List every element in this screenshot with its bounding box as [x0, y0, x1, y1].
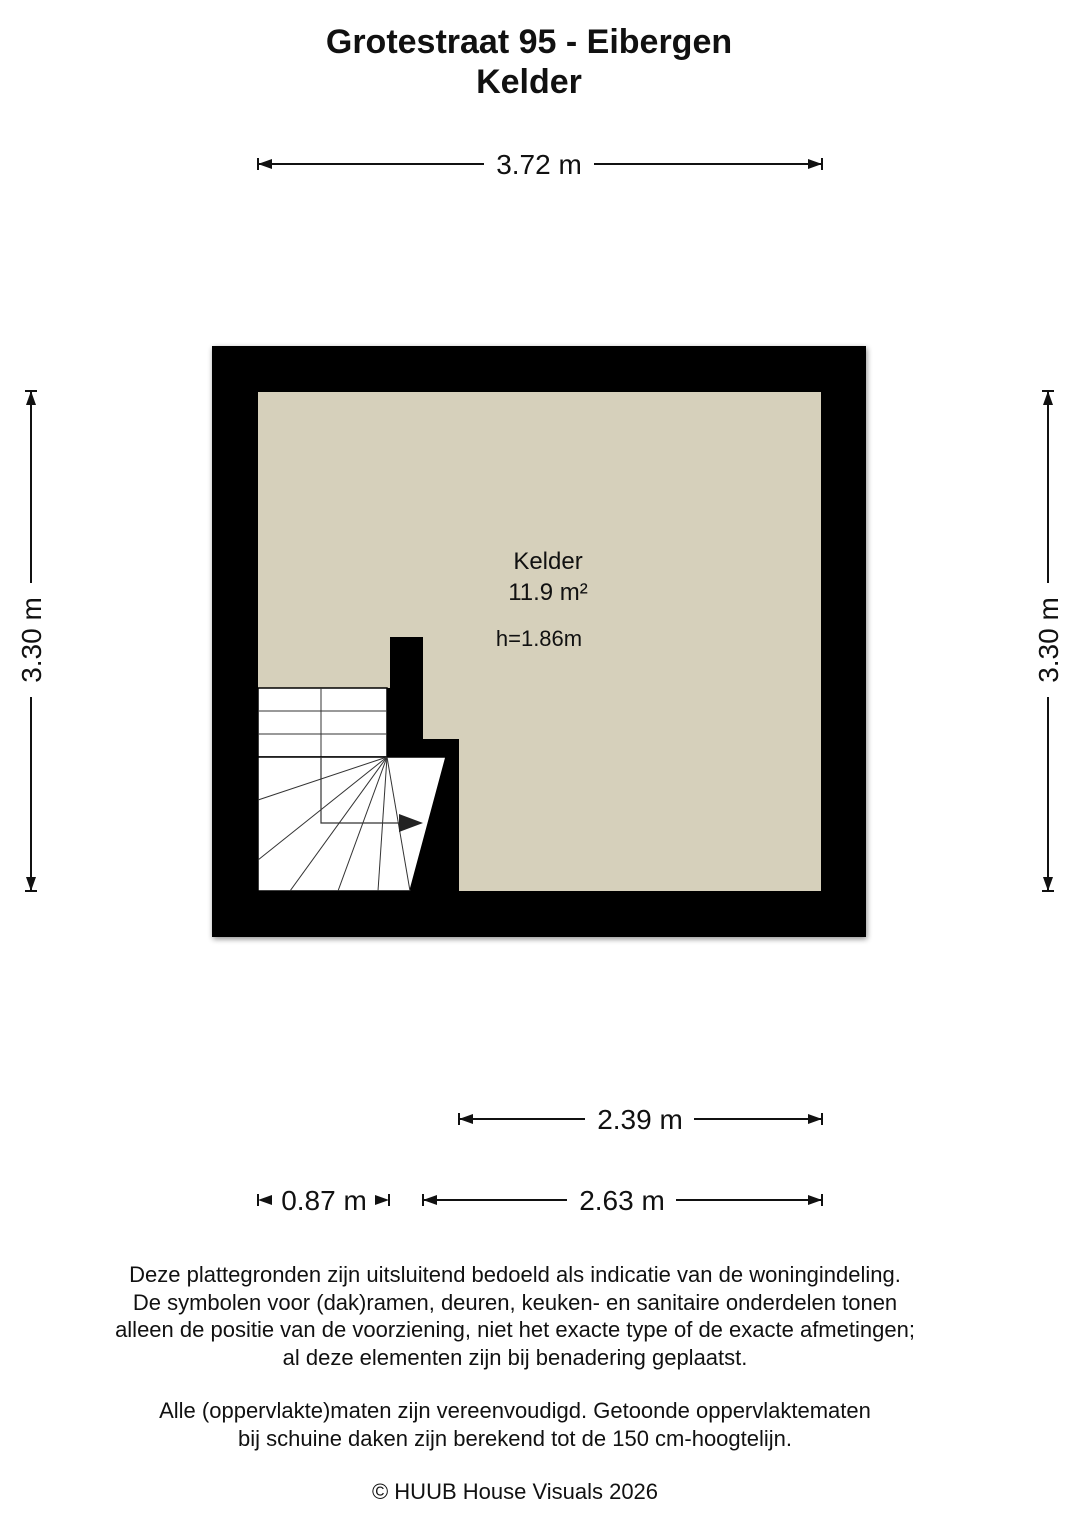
dimension-bottom-right: [423, 1185, 822, 1216]
inner-wall-stub: [390, 637, 423, 757]
dimension-left-height: [16, 391, 47, 891]
dimension-label-bottom-upper: 2.39 m: [597, 1104, 683, 1135]
dimension-right-height: [1033, 391, 1064, 891]
room-area: 11.9 m²: [508, 579, 588, 606]
disclaimer-line: alleen de positie van de voorziening, niet het exacte type of de exacte afmetingen;: [115, 1317, 915, 1342]
dimension-top-width: [258, 149, 822, 180]
dimension-label-bottom-right: 2.63 m: [579, 1185, 665, 1216]
disclaimer-line: bij schuine daken zijn berekend tot de 150 cm-hoogtelijn.: [237, 1425, 793, 1451]
floor-title: Kelder: [476, 63, 582, 101]
disclaimer-line: al deze elementen zijn bij benadering geplaatst.: [282, 1344, 748, 1370]
room-name: Kelder: [513, 548, 583, 575]
plan-title: Grotestraat 95 - Eibergen: [325, 23, 733, 61]
disclaimer-paragraph-2: [0, 1397, 1030, 1452]
room-height: h=1.86m: [495, 626, 583, 651]
dimension-label-left: 3.30 m: [16, 597, 47, 683]
dimension-label-bottom-left: 0.87 m: [281, 1185, 367, 1216]
copyright-notice: © HUUB House Visuals 2026: [371, 1479, 659, 1504]
disclaimer-paragraph-1: [0, 1261, 1030, 1371]
disclaimer-line: Alle (oppervlakte)maten zijn vereenvoudigd. Getoonde oppervlaktematen: [159, 1398, 871, 1423]
disclaimer-line: De symbolen voor (dak)ramen, deuren, keuken- en sanitaire onderdelen tonen: [132, 1289, 898, 1315]
dimension-label-right: 3.30 m: [1033, 597, 1064, 683]
dimension-label-top: 3.72 m: [496, 149, 582, 180]
dimension-bottom-upper: [459, 1104, 822, 1135]
disclaimer-line: Deze plattegronden zijn uitsluitend bedoeld als indicatie van de woningindeling.: [129, 1262, 901, 1287]
dimension-bottom-left: [258, 1185, 389, 1216]
